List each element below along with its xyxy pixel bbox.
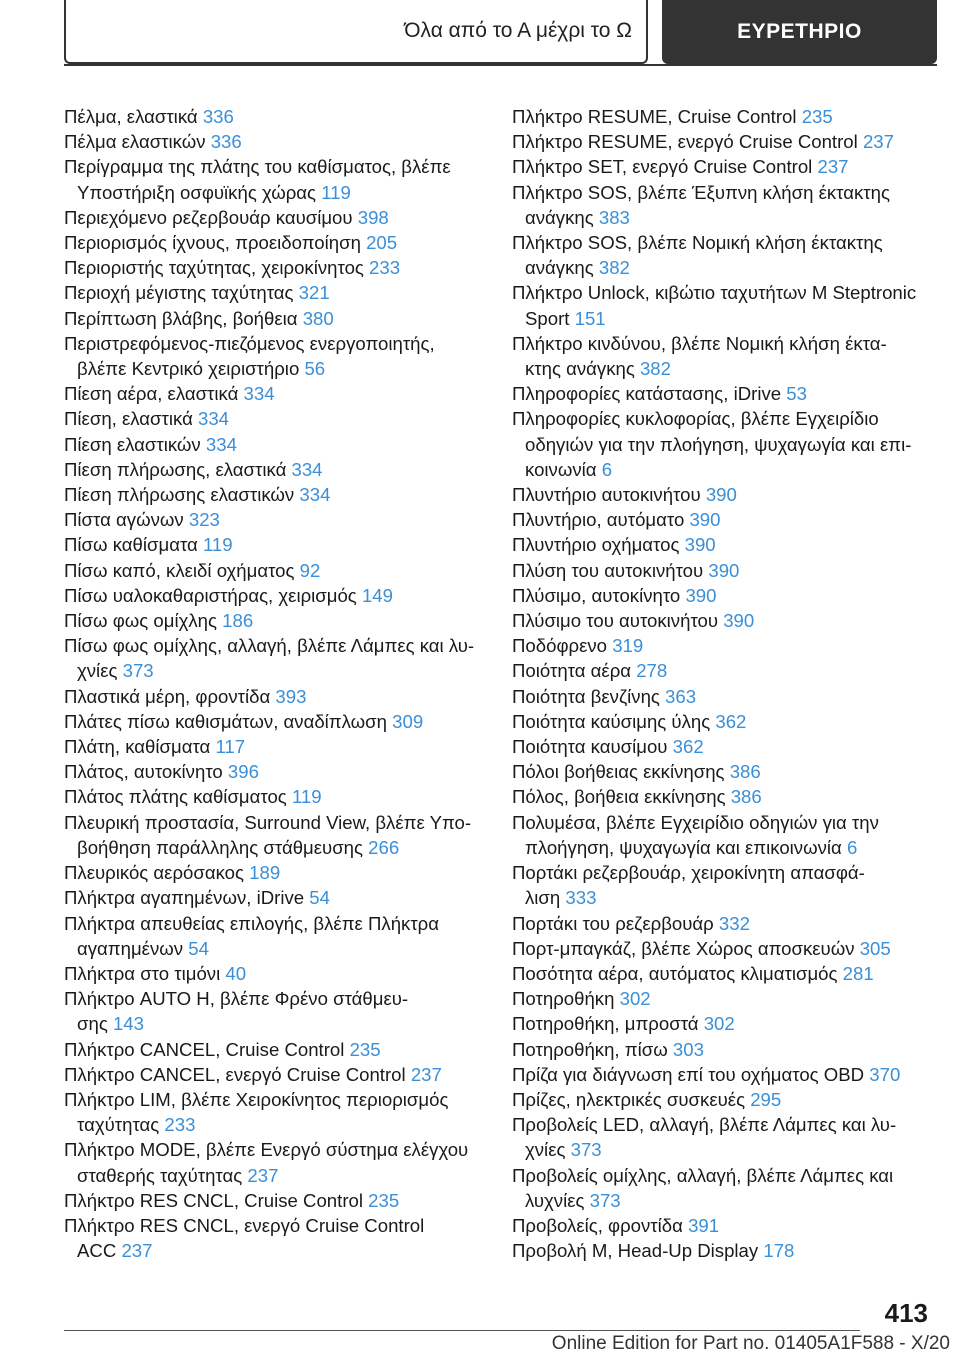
index-term: Ποτηροθήκη, πίσω bbox=[512, 1038, 673, 1060]
page-reference-link[interactable]: 233 bbox=[164, 1114, 196, 1136]
index-entry-line bbox=[64, 658, 484, 683]
page-reference-link[interactable]: 54 bbox=[309, 887, 330, 909]
page-reference-link[interactable]: 186 bbox=[222, 610, 254, 632]
index-entry-line bbox=[512, 306, 932, 331]
index-entry-line bbox=[512, 835, 932, 860]
page-reference-link[interactable]: 386 bbox=[729, 761, 761, 783]
index-entry-line bbox=[512, 255, 932, 280]
index-entry-line bbox=[64, 280, 484, 305]
page-reference-link[interactable]: 396 bbox=[227, 761, 259, 783]
page-reference-link[interactable]: 119 bbox=[202, 534, 233, 556]
index-term: Ποιότητα βενζίνης bbox=[512, 685, 666, 707]
page-reference-link[interactable]: 334 bbox=[243, 383, 275, 405]
page-number: 413 bbox=[884, 1298, 928, 1328]
index-entry-line bbox=[64, 633, 484, 658]
index-entry-line bbox=[512, 936, 932, 961]
page-reference-link[interactable]: 235 bbox=[368, 1189, 400, 1211]
index-term: Πορτάκι του ρεζερβουάρ bbox=[512, 912, 719, 934]
index-term: Πλήκτρο RES CNCL, ενεργό Cruise Control bbox=[64, 1214, 425, 1236]
index-term: Πορτ-μπαγκάζ, βλέπε Χώρος αποσκευών bbox=[512, 937, 860, 959]
page-reference-link[interactable]: 303 bbox=[672, 1038, 704, 1060]
index-term: Sport bbox=[525, 307, 575, 329]
page-reference-link[interactable]: 391 bbox=[688, 1214, 720, 1236]
page-reference-link[interactable]: 362 bbox=[715, 710, 747, 732]
index-term: Πλύση του αυτοκινήτου bbox=[512, 559, 709, 581]
index-entry-line bbox=[512, 230, 932, 255]
page-reference-link[interactable]: 40 bbox=[225, 962, 247, 984]
page-reference-link[interactable]: 373 bbox=[589, 1189, 621, 1211]
index-entry-line bbox=[64, 860, 484, 885]
page-reference-link[interactable]: 390 bbox=[689, 509, 721, 531]
index-term: χνίες bbox=[525, 1139, 571, 1161]
index-entry-line bbox=[64, 936, 484, 961]
index-term: Πέλμα, ελαστικά bbox=[64, 106, 203, 127]
index-term: Πίστα αγώνων bbox=[64, 509, 189, 531]
index-term: πλοήγηση, ψυχαγωγία και επικοινωνία bbox=[525, 836, 847, 858]
index-term: Πλάτες πίσω καθισμάτων, αναδίπλωση bbox=[64, 710, 393, 732]
page-reference-link[interactable]: 382 bbox=[598, 257, 630, 279]
index-entry-line bbox=[512, 129, 932, 154]
page-reference-link[interactable]: 334 bbox=[205, 433, 237, 455]
page-reference-link[interactable]: 386 bbox=[730, 786, 762, 808]
index-term: Πίσω καπό, κλειδί οχήματος bbox=[64, 559, 300, 581]
index-term: Πορτάκι ρεζερβουάρ, χειροκίνητη απασφά- bbox=[512, 862, 865, 884]
index-entry-line bbox=[512, 406, 932, 431]
index-term: Πρίζες, ηλεκτρικές συσκευές bbox=[512, 1088, 751, 1110]
index-term: Πόλοι βοήθειας εκκίνησης bbox=[512, 761, 730, 783]
index-term: Πίσω υαλοκαθαριστήρας, χειρισμός bbox=[64, 584, 362, 606]
index-term: Πλευρικός αερόσακος bbox=[64, 862, 250, 884]
page-reference-link[interactable]: 151 bbox=[574, 307, 606, 329]
index-term: Προβολή M, Head-Up Display bbox=[512, 1240, 764, 1262]
index-term: Πλήκτρο LIM, βλέπε Χειροκίνητος περιορισμός bbox=[64, 1088, 449, 1110]
index-term: Προβολείς, φροντίδα bbox=[512, 1214, 689, 1236]
index-term: βοήθηση παράλληλης στάθμευσης bbox=[77, 836, 369, 858]
index-entry-line bbox=[64, 381, 484, 406]
index-term: Υποστήριξη οσφυϊκής χώρας bbox=[77, 181, 322, 203]
section-header bbox=[64, 0, 648, 64]
index-entry-line bbox=[512, 810, 932, 835]
index-term: Πλήκτρο RESUME, Cruise Control bbox=[512, 106, 802, 127]
index-term: Πλάτος, αυτοκίνητο bbox=[64, 761, 228, 783]
page-reference-link[interactable]: 362 bbox=[672, 736, 704, 758]
index-term: κοινωνία bbox=[525, 458, 602, 480]
index-term: Πλάτος πλάτης καθίσματος bbox=[64, 786, 292, 808]
index-term: Πλυντήριο αυτοκινήτου bbox=[512, 484, 706, 506]
index-term: Πλύσιμο, αυτοκίνητο bbox=[512, 584, 686, 606]
index-term: ανάγκης bbox=[525, 257, 599, 279]
page-reference-link[interactable]: 6 bbox=[846, 836, 858, 858]
index-entry-line bbox=[64, 1213, 484, 1238]
index-entry-line bbox=[512, 507, 932, 532]
index-term: Πίεση πλήρωσης, ελαστικά bbox=[64, 458, 292, 480]
index-term: χνίες bbox=[77, 660, 123, 682]
page-reference-link[interactable]: 363 bbox=[665, 685, 697, 707]
index-entry-line bbox=[64, 532, 484, 557]
page-reference-link[interactable]: 6 bbox=[601, 458, 613, 480]
page-reference-link[interactable]: 333 bbox=[565, 887, 597, 909]
index-entry-line bbox=[512, 381, 932, 406]
index-term: Πίεση ελαστικών bbox=[64, 433, 206, 455]
page-reference-link[interactable]: 390 bbox=[708, 559, 740, 581]
index-term: λυχνίες bbox=[525, 1189, 590, 1211]
index-term: Πίσω καθίσματα bbox=[64, 534, 203, 556]
index-term: Πόλος, βοήθεια εκκίνησης bbox=[512, 786, 731, 808]
page-reference-link[interactable]: 393 bbox=[275, 685, 307, 707]
index-term: Πλήκτρο SOS, βλέπε Νομική κλήση έκτακτης bbox=[512, 232, 883, 254]
index-term: Περιεχόμενο ρεζερβουάρ καυσίμου bbox=[64, 206, 358, 228]
index-term: ταχύτητας bbox=[77, 1114, 165, 1136]
index-entry-line bbox=[512, 104, 932, 129]
page-reference-link[interactable]: 266 bbox=[368, 836, 400, 858]
index-entry-line bbox=[64, 129, 484, 154]
index-term: Πρίζα για διάγνωση επί του οχήματος OBD bbox=[512, 1063, 870, 1085]
index-entry-line bbox=[512, 457, 932, 482]
index-entry-line bbox=[64, 810, 484, 835]
page-reference-link[interactable]: 390 bbox=[685, 584, 717, 606]
index-term: Πλήκτρο CANCEL, ενεργό Cruise Control bbox=[64, 1063, 411, 1085]
page-reference-link[interactable]: 302 bbox=[619, 988, 651, 1010]
index-entry-line bbox=[512, 180, 932, 205]
page-reference-link[interactable]: 233 bbox=[369, 257, 401, 279]
page-reference-link[interactable]: 390 bbox=[684, 534, 716, 556]
index-term: Περιορισμός ίχνους, προειδοποίηση bbox=[64, 232, 367, 254]
page-reference-link[interactable]: 237 bbox=[817, 156, 849, 178]
page-reference-link[interactable]: 53 bbox=[786, 383, 807, 405]
index-entry-line bbox=[512, 1062, 932, 1087]
page-reference-link[interactable]: 92 bbox=[299, 559, 321, 581]
page-reference-link[interactable]: 336 bbox=[202, 106, 234, 127]
index-entry-line bbox=[512, 1087, 932, 1112]
page-reference-link[interactable]: 117 bbox=[215, 736, 246, 758]
index-term: Πίεση, ελαστικά bbox=[64, 408, 198, 430]
index-term: Πλήκτρα στο τιμόνι bbox=[64, 962, 226, 984]
page-reference-link[interactable]: 334 bbox=[291, 458, 323, 480]
index-term: Περιοριστής ταχύτητας, χειροκίνητος bbox=[64, 257, 370, 279]
index-entry-line bbox=[64, 911, 484, 936]
index-entry-line bbox=[64, 482, 484, 507]
index-term: Περιστρεφόμενος-πιεζόμενος ενεργοποιητής, bbox=[64, 332, 435, 354]
index-term: Ποιότητα καύσιμης ύλης bbox=[512, 710, 716, 732]
page-reference-link[interactable]: 281 bbox=[842, 962, 874, 984]
page-reference-link[interactable]: 237 bbox=[862, 131, 894, 153]
index-term: Πολυμέσα, βλέπε Εγχειρίδιο οδηγιών για την bbox=[512, 811, 879, 833]
index-entry-line bbox=[512, 608, 932, 633]
index-entry-line bbox=[512, 961, 932, 986]
index-term: Πλυντήριο οχήματος bbox=[512, 534, 685, 556]
index-term: Προβολείς LED, αλλαγή, βλέπε Λάμπες και λυ- bbox=[512, 1114, 897, 1136]
index-term: Πλήκτρα απευθείας επιλογής, βλέπε Πλήκτρα bbox=[64, 912, 440, 934]
page-reference-link[interactable]: 383 bbox=[598, 206, 630, 228]
index-entry-line bbox=[512, 432, 932, 457]
page-reference-link[interactable]: 295 bbox=[750, 1088, 782, 1110]
index-term: Πλήκτρο CANCEL, Cruise Control bbox=[64, 1038, 350, 1060]
index-entry-line bbox=[512, 1238, 932, 1263]
index-term: Περίπτωση βλάβης, βοήθεια bbox=[64, 307, 303, 329]
index-entry-line bbox=[64, 306, 484, 331]
page-reference-link[interactable]: 235 bbox=[801, 106, 833, 127]
index-term: σταθερής ταχύτητας bbox=[77, 1164, 248, 1186]
page-reference-link[interactable]: 305 bbox=[859, 937, 891, 959]
index-entry-line bbox=[64, 205, 484, 230]
index-entry-line bbox=[64, 583, 484, 608]
index-entry-line bbox=[512, 658, 932, 683]
index-term: Πλήκτρο Unlock, κιβώτιο ταχυτήτων M Steptronic bbox=[512, 282, 917, 304]
index-term: Πέλμα ελαστικών bbox=[64, 131, 211, 153]
page-reference-link[interactable]: 373 bbox=[570, 1139, 602, 1161]
index-entry-line bbox=[64, 104, 484, 129]
index-entry-line bbox=[512, 734, 932, 759]
index-entry-line bbox=[64, 885, 484, 910]
index-term: Περίγραμμα της πλάτης του καθίσματος, βλέπε bbox=[64, 156, 451, 178]
index-term: Ποτηροθήκη, μπροστά bbox=[512, 1013, 704, 1035]
index-term: Ποτηροθήκη bbox=[512, 988, 620, 1010]
page-reference-link[interactable]: 334 bbox=[198, 408, 230, 430]
index-entry-line bbox=[64, 835, 484, 860]
page-reference-link[interactable]: 237 bbox=[247, 1164, 279, 1186]
index-entry-line bbox=[512, 1137, 932, 1162]
page-reference-link[interactable]: 119 bbox=[321, 181, 351, 203]
index-entry-line bbox=[64, 986, 484, 1011]
index-entry-line bbox=[64, 1062, 484, 1087]
index-entry-line bbox=[64, 558, 484, 583]
page-reference-link[interactable]: 319 bbox=[612, 635, 644, 657]
index-entry-line bbox=[64, 1011, 484, 1036]
index-entry-line bbox=[512, 684, 932, 709]
index-entry-line bbox=[64, 709, 484, 734]
index-entry-line bbox=[64, 1137, 484, 1162]
page-reference-link[interactable]: 56 bbox=[304, 358, 326, 380]
index-entry-line bbox=[512, 205, 932, 230]
index-entry-line bbox=[64, 230, 484, 255]
index-column-left bbox=[64, 104, 484, 1263]
index-term: Πλήκτρο RES CNCL, Cruise Control bbox=[64, 1189, 369, 1211]
index-entry-line bbox=[64, 406, 484, 431]
index-term: Πλήκτρο RESUME, ενεργό Cruise Control bbox=[512, 131, 863, 153]
page-reference-link[interactable]: 205 bbox=[366, 232, 398, 254]
index-term: Ποιότητα καυσίμου bbox=[512, 736, 673, 758]
page-reference-link[interactable]: 380 bbox=[302, 307, 334, 329]
page-reference-link[interactable]: 332 bbox=[718, 912, 750, 934]
footer-edition-text: Online Edition for Part no. 01405A1F588 - X/20 bbox=[551, 1333, 950, 1354]
index-entry-line bbox=[64, 759, 484, 784]
index-entry-line bbox=[512, 331, 932, 356]
index-entry-line bbox=[64, 608, 484, 633]
index-entry-line bbox=[512, 709, 932, 734]
index-term: Πίεση πλήρωσης ελαστικών bbox=[64, 484, 300, 506]
index-term: Πλυντήριο, αυτόματο bbox=[512, 509, 690, 531]
index-term: Πλήκτρα αγαπημένων, iDrive bbox=[64, 887, 310, 909]
index-entry-line bbox=[64, 1037, 484, 1062]
page-reference-link[interactable]: 235 bbox=[349, 1038, 381, 1060]
page-reference-link[interactable]: 390 bbox=[723, 610, 755, 632]
index-entry-line bbox=[512, 532, 932, 557]
index-term: Πλήκτρο SET, ενεργό Cruise Control bbox=[512, 156, 818, 178]
index-term: Περιοχή μέγιστης ταχύτητας bbox=[64, 282, 299, 304]
index-entry-line bbox=[64, 734, 484, 759]
index-term: Πλήκτρο MODE, βλέπε Ενεργό σύστημα ελέγχου bbox=[64, 1139, 469, 1161]
page-reference-link[interactable]: 119 bbox=[291, 786, 322, 808]
index-entry-line bbox=[64, 684, 484, 709]
index-term: Ποδόφρενο bbox=[512, 635, 613, 657]
index-entry-line bbox=[64, 784, 484, 809]
index-term: οδηγιών για την πλοήγηση, ψυχαγωγία και επι- bbox=[525, 433, 912, 455]
index-entry-line bbox=[512, 482, 932, 507]
index-entry-line bbox=[64, 1087, 484, 1112]
index-entry-line bbox=[512, 280, 932, 305]
page-reference-link[interactable]: 323 bbox=[188, 509, 220, 531]
index-entry-line bbox=[512, 1011, 932, 1036]
index-entry-line bbox=[512, 558, 932, 583]
index-term: ανάγκης bbox=[525, 206, 599, 228]
index-term: Πίσω φως ομίχλης bbox=[64, 610, 223, 632]
index-term: Ποσότητα αέρα, αυτόματος κλιματισμός bbox=[512, 962, 843, 984]
page-reference-link[interactable]: 143 bbox=[112, 1013, 144, 1035]
page-reference-link[interactable]: 373 bbox=[122, 660, 154, 682]
index-term: Προβολείς ομίχλης, αλλαγή, βλέπε Λάμπες και bbox=[512, 1164, 894, 1186]
page-reference-link[interactable]: 334 bbox=[299, 484, 331, 506]
index-term: Πλήκτρο κινδύνου, βλέπε Νομική κλήση έκτα- bbox=[512, 332, 887, 354]
index-term: βλέπε Κεντρικό χειριστήριο bbox=[77, 358, 305, 380]
index-term: Πίεση αέρα, ελαστικά bbox=[64, 383, 244, 405]
index-term: Πληροφορίες κυκλοφορίας, βλέπε Εγχειρίδιο bbox=[512, 408, 879, 430]
index-entry-line bbox=[512, 1188, 932, 1213]
index-term: ACC bbox=[77, 1240, 122, 1262]
index-entry-line bbox=[512, 1163, 932, 1188]
index-term: Πίσω φως ομίχλης, αλλαγή, βλέπε Λάμπες και λυ- bbox=[64, 635, 475, 657]
page-reference-link[interactable]: 302 bbox=[703, 1013, 735, 1035]
index-entry-line bbox=[64, 180, 484, 205]
index-term: Ποιότητα αέρα bbox=[512, 660, 637, 682]
index-entry-line bbox=[64, 457, 484, 482]
index-term: Πλευρική προστασία, Surround View, βλέπε Υπο- bbox=[64, 811, 472, 833]
index-entry-line bbox=[512, 784, 932, 809]
page-reference-link[interactable]: 321 bbox=[298, 282, 330, 304]
page-reference-link[interactable]: 237 bbox=[121, 1240, 153, 1262]
index-entry-line bbox=[64, 432, 484, 457]
index-entry-line bbox=[64, 1163, 484, 1188]
index-term: Πλήκτρο SOS, βλέπε Έξυπνη κλήση έκτακτης bbox=[512, 181, 890, 203]
index-term: αγαπημένων bbox=[77, 937, 189, 959]
index-entry-line bbox=[64, 331, 484, 356]
index-entry-line bbox=[512, 885, 932, 910]
page-reference-link[interactable]: 382 bbox=[639, 358, 671, 380]
index-entry-line bbox=[64, 154, 484, 179]
index-term: κτης ανάγκης bbox=[525, 358, 640, 380]
index-tab[interactable] bbox=[662, 0, 937, 64]
index-term: Πλάτη, καθίσματα bbox=[64, 736, 216, 758]
footer-rule bbox=[64, 1330, 860, 1331]
page-reference-link[interactable]: 309 bbox=[392, 710, 424, 732]
index-term: Πλαστικά μέρη, φροντίδα bbox=[64, 685, 276, 707]
page-reference-link[interactable]: 237 bbox=[410, 1063, 442, 1085]
index-tab-label: ΕΥΡΕΤΗΡΙΟ bbox=[737, 20, 862, 43]
index-entry-line bbox=[64, 1188, 484, 1213]
index-entry-line bbox=[512, 759, 932, 784]
index-entry-line bbox=[512, 154, 932, 179]
page-reference-link[interactable]: 278 bbox=[636, 660, 668, 682]
index-entry-line bbox=[512, 986, 932, 1011]
index-term: λιση bbox=[525, 887, 566, 909]
index-term: Πλύσιμο του αυτοκινήτου bbox=[512, 610, 724, 632]
page-reference-link[interactable]: 54 bbox=[188, 937, 209, 959]
index-entry-line bbox=[512, 860, 932, 885]
index-term: σης bbox=[77, 1013, 113, 1035]
index-entry-line bbox=[64, 255, 484, 280]
page-reference-link[interactable]: 398 bbox=[357, 206, 389, 228]
index-column-right bbox=[512, 104, 932, 1263]
page-reference-link[interactable]: 390 bbox=[705, 484, 737, 506]
page-reference-link[interactable]: 189 bbox=[249, 862, 281, 884]
index-term: Πλήκτρο AUTO H, βλέπε Φρένο στάθμευ- bbox=[64, 988, 409, 1010]
index-entry-line bbox=[64, 1112, 484, 1137]
page-reference-link[interactable]: 336 bbox=[210, 131, 242, 153]
index-entry-line bbox=[512, 583, 932, 608]
page-reference-link[interactable]: 149 bbox=[361, 584, 393, 606]
index-entry-line bbox=[512, 1112, 932, 1137]
index-entry-line bbox=[64, 1238, 484, 1263]
index-entry-line bbox=[512, 633, 932, 658]
index-entry-line bbox=[512, 1037, 932, 1062]
header-rule bbox=[64, 64, 937, 66]
index-entry-line bbox=[64, 961, 484, 986]
index-entry-line bbox=[64, 356, 484, 381]
index-entry-line bbox=[512, 356, 932, 381]
page-reference-link[interactable]: 178 bbox=[763, 1240, 795, 1262]
section-label: Όλα από το Α μέχρι το Ω bbox=[404, 19, 632, 42]
index-term: Πληροφορίες κατάστασης, iDrive bbox=[512, 383, 787, 405]
index-entry-line bbox=[512, 911, 932, 936]
index-entry-line bbox=[512, 1213, 932, 1238]
page-reference-link[interactable]: 370 bbox=[869, 1063, 901, 1085]
index-entry-line bbox=[64, 507, 484, 532]
